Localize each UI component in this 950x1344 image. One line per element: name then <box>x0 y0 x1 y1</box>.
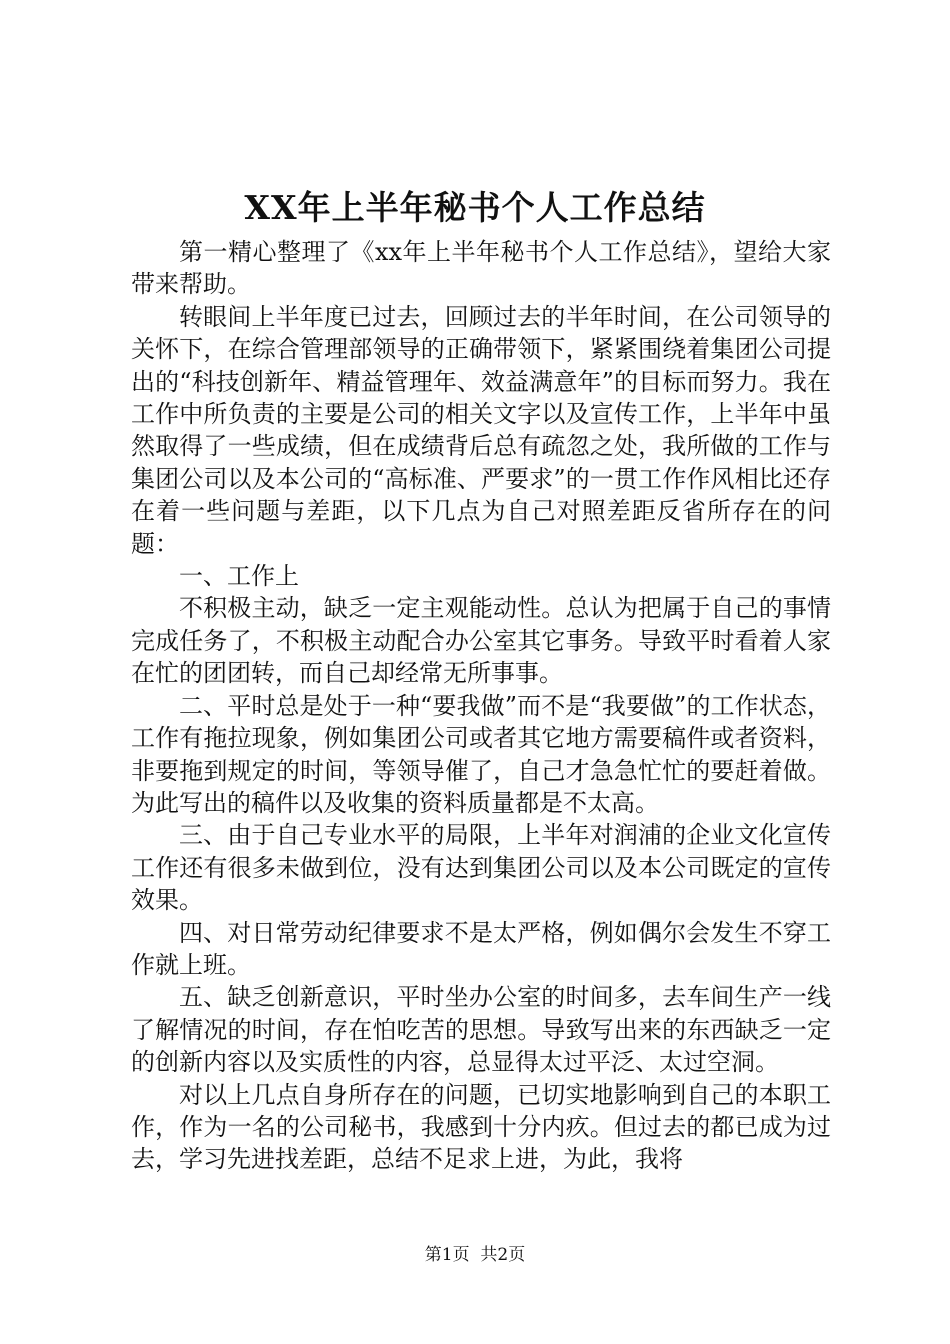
page-number: 第1页 <box>424 1245 470 1265</box>
document-body <box>131 236 831 1176</box>
paragraph-issue-4: 四、对日常劳动纪律要求不是太严格，例如偶尔会发生不穿工作就上班。 <box>131 918 831 979</box>
page-footer <box>0 1244 950 1266</box>
paragraph-intro: 第一精心整理了《xx年上半年秘书个人工作总结》，望给大家带来帮助。 <box>131 238 831 299</box>
paragraph-conclusion: 对以上几点自身所存在的问题，已切实地影响到自己的本职工作，作为一名的公司秘书，我感到十分内疚。但过去的都已成为过去，学习先进找差距，总结不足求上进，为此，我将 <box>131 1080 831 1174</box>
paragraph-issue-5: 五、缺乏创新意识，平时坐办公室的时间多，去车间生产一线了解情况的时间，存在怕吃苦的思想。导致写出来的东西缺乏一定的创新内容以及实质性的内容，总显得太过平泛、太过空洞。 <box>131 983 831 1077</box>
page-total: 共2页 <box>480 1245 526 1265</box>
paragraph-issue-3: 三、由于自己专业水平的局限，上半年对润浦的企业文化宣传工作还有很多未做到位，没有达到集团公司以及本公司既定的宣传效果。 <box>131 821 831 915</box>
section-heading-work: 一、工作上 <box>179 562 299 591</box>
paragraph-issue-1: 不积极主动，缺乏一定主观能动性。总认为把属于自己的事情完成任务了，不积极主动配合办公室其它事务。导致平时看着人家在忙的团团转，而自己却经常无所事事。 <box>131 594 831 688</box>
paragraph-issue-2: 二、平时总是处于一种“要我做”而不是“我要做”的工作状态，工作有拖拉现象，例如集团公司或者其它地方需要稿件或者资料，非要拖到规定的时间，等领导催了，自己才急急忙忙的要赶着做。为此写出的稿件以及收集的资料质量都是不太高。 <box>131 691 831 817</box>
document-title: XX年上半年秘书个人工作总结 <box>244 188 706 227</box>
paragraph-review: 转眼间上半年度已过去，回顾过去的半年时间，在公司领导的关怀下，在综合管理部领导的正确带领下，紧紧围绕着集团公司提出的“科技创新年、精益管理年、效益满意年”的目标而努力。我在工作中所负责的主要是公司的相关文字以及宣传工作，上半年中虽然取得了一些成绩，但在成绩背后总有疏忽之处，我所做的工作与集团公司以及本公司的“高标准、严要求”的一贯工作作风相比还存在着一些问题与差距，以下几点为自己对照差距反省所存在的问题： <box>131 302 831 558</box>
